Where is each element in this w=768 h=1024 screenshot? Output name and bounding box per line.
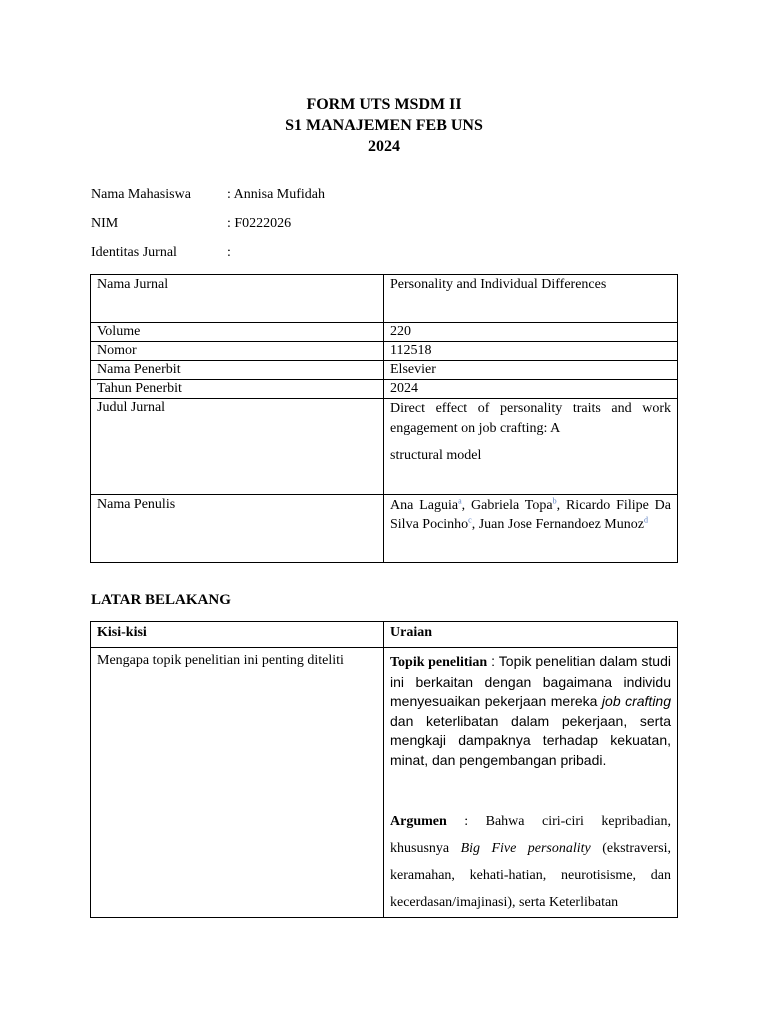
author-name: Ana Laguia — [390, 498, 459, 513]
student-name-label: Nama Mahasiswa — [91, 187, 191, 202]
student-nim-row — [91, 214, 291, 234]
table-row — [91, 342, 678, 361]
title-line-3: 2024 — [368, 138, 400, 155]
answer-cell — [384, 648, 678, 918]
journal-title-line-2: structural model — [390, 448, 482, 463]
topic-italic: job crafting — [601, 693, 672, 709]
argument-separator: : — [446, 814, 486, 829]
cell-label: Nama Penerbit — [91, 361, 384, 380]
table-row — [91, 648, 678, 918]
journal-identity-table — [90, 274, 678, 563]
cell-value: Personality and Individual Differences — [384, 275, 678, 323]
topic-label: Topik penelitian — [390, 655, 488, 670]
table-row — [91, 380, 678, 399]
journal-identity-row — [91, 243, 231, 263]
topic-paragraph — [390, 652, 671, 770]
table-row — [91, 275, 678, 323]
author-separator: , — [556, 498, 566, 513]
argument-text: Bahwa ciri-ciri kepribadian, khususnya — [390, 814, 672, 856]
journal-identity-value: : — [227, 245, 231, 260]
author-affiliation: c — [468, 515, 472, 525]
journal-title-line-1: Direct effect of personality traits and work engagement on job crafting: A — [390, 401, 671, 436]
student-nim-label: NIM — [91, 216, 119, 231]
cell-label: Nama Penulis — [91, 495, 384, 563]
cell-value: 112518 — [384, 342, 678, 361]
author-affiliation: b — [552, 496, 557, 506]
topic-text-cont: dan keterlibatan dalam pekerjaan, serta mengkaji dampaknya terhadap kekuatan, minat, dan pengembangan pribadi. — [390, 712, 671, 768]
cell-label: Nomor — [91, 342, 384, 361]
author-name: Ricardo Filipe Da Silva Pocinho — [390, 498, 672, 532]
table-row — [91, 323, 678, 342]
topic-separator: : — [487, 653, 499, 669]
author-separator: , — [461, 498, 471, 513]
cell-value: 220 — [384, 323, 678, 342]
author-separator: , — [471, 517, 479, 532]
column-header: Uraian — [384, 622, 678, 648]
student-nim-value: : F0222026 — [227, 216, 292, 231]
authors-cell — [384, 495, 678, 563]
cell-label: Volume — [91, 323, 384, 342]
author-affiliation: d — [643, 515, 648, 525]
form-title — [0, 94, 768, 157]
cell-label: Judul Jurnal — [91, 399, 384, 495]
author-name: Juan Jose Fernandoez Munoz — [478, 517, 644, 532]
background-table — [90, 621, 678, 918]
title-line-2: S1 MANAJEMEN FEB UNS — [285, 117, 483, 134]
cell-value: Elsevier — [384, 361, 678, 380]
student-name-row — [91, 185, 325, 205]
table-row — [91, 399, 678, 495]
argument-italic: Big Five personality — [460, 841, 591, 856]
table-row — [91, 361, 678, 380]
section-title: LATAR BELAKANG — [91, 592, 231, 608]
cell-label: Tahun Penerbit — [91, 380, 384, 399]
argument-text-cont: (ekstraversi, keramahan, kehati-hatian, neurotisisme, dan kecerdasan/imajinasi), serta Keterlibatan — [390, 841, 671, 910]
topic-text: Topik penelitian dalam studi ini berkaitan dengan bagaimana individu menyesuaikan pekerjaan mereka — [390, 653, 671, 709]
question-cell: Mengapa topik penelitian ini penting diteliti — [91, 648, 384, 918]
journal-identity-label: Identitas Jurnal — [91, 245, 177, 260]
author-name: Gabriela Topa — [471, 498, 553, 513]
column-header: Kisi-kisi — [91, 622, 384, 648]
title-line-1: FORM UTS MSDM II — [306, 96, 462, 113]
argument-paragraph — [390, 808, 671, 916]
argument-label: Argumen — [390, 814, 447, 829]
table-row — [91, 622, 678, 648]
author-affiliation: a — [458, 496, 462, 506]
journal-title-cell — [384, 399, 678, 495]
table-row — [91, 495, 678, 563]
student-name-value: : Annisa Mufidah — [227, 187, 325, 202]
cell-value: 2024 — [384, 380, 678, 399]
cell-label: Nama Jurnal — [91, 275, 384, 323]
